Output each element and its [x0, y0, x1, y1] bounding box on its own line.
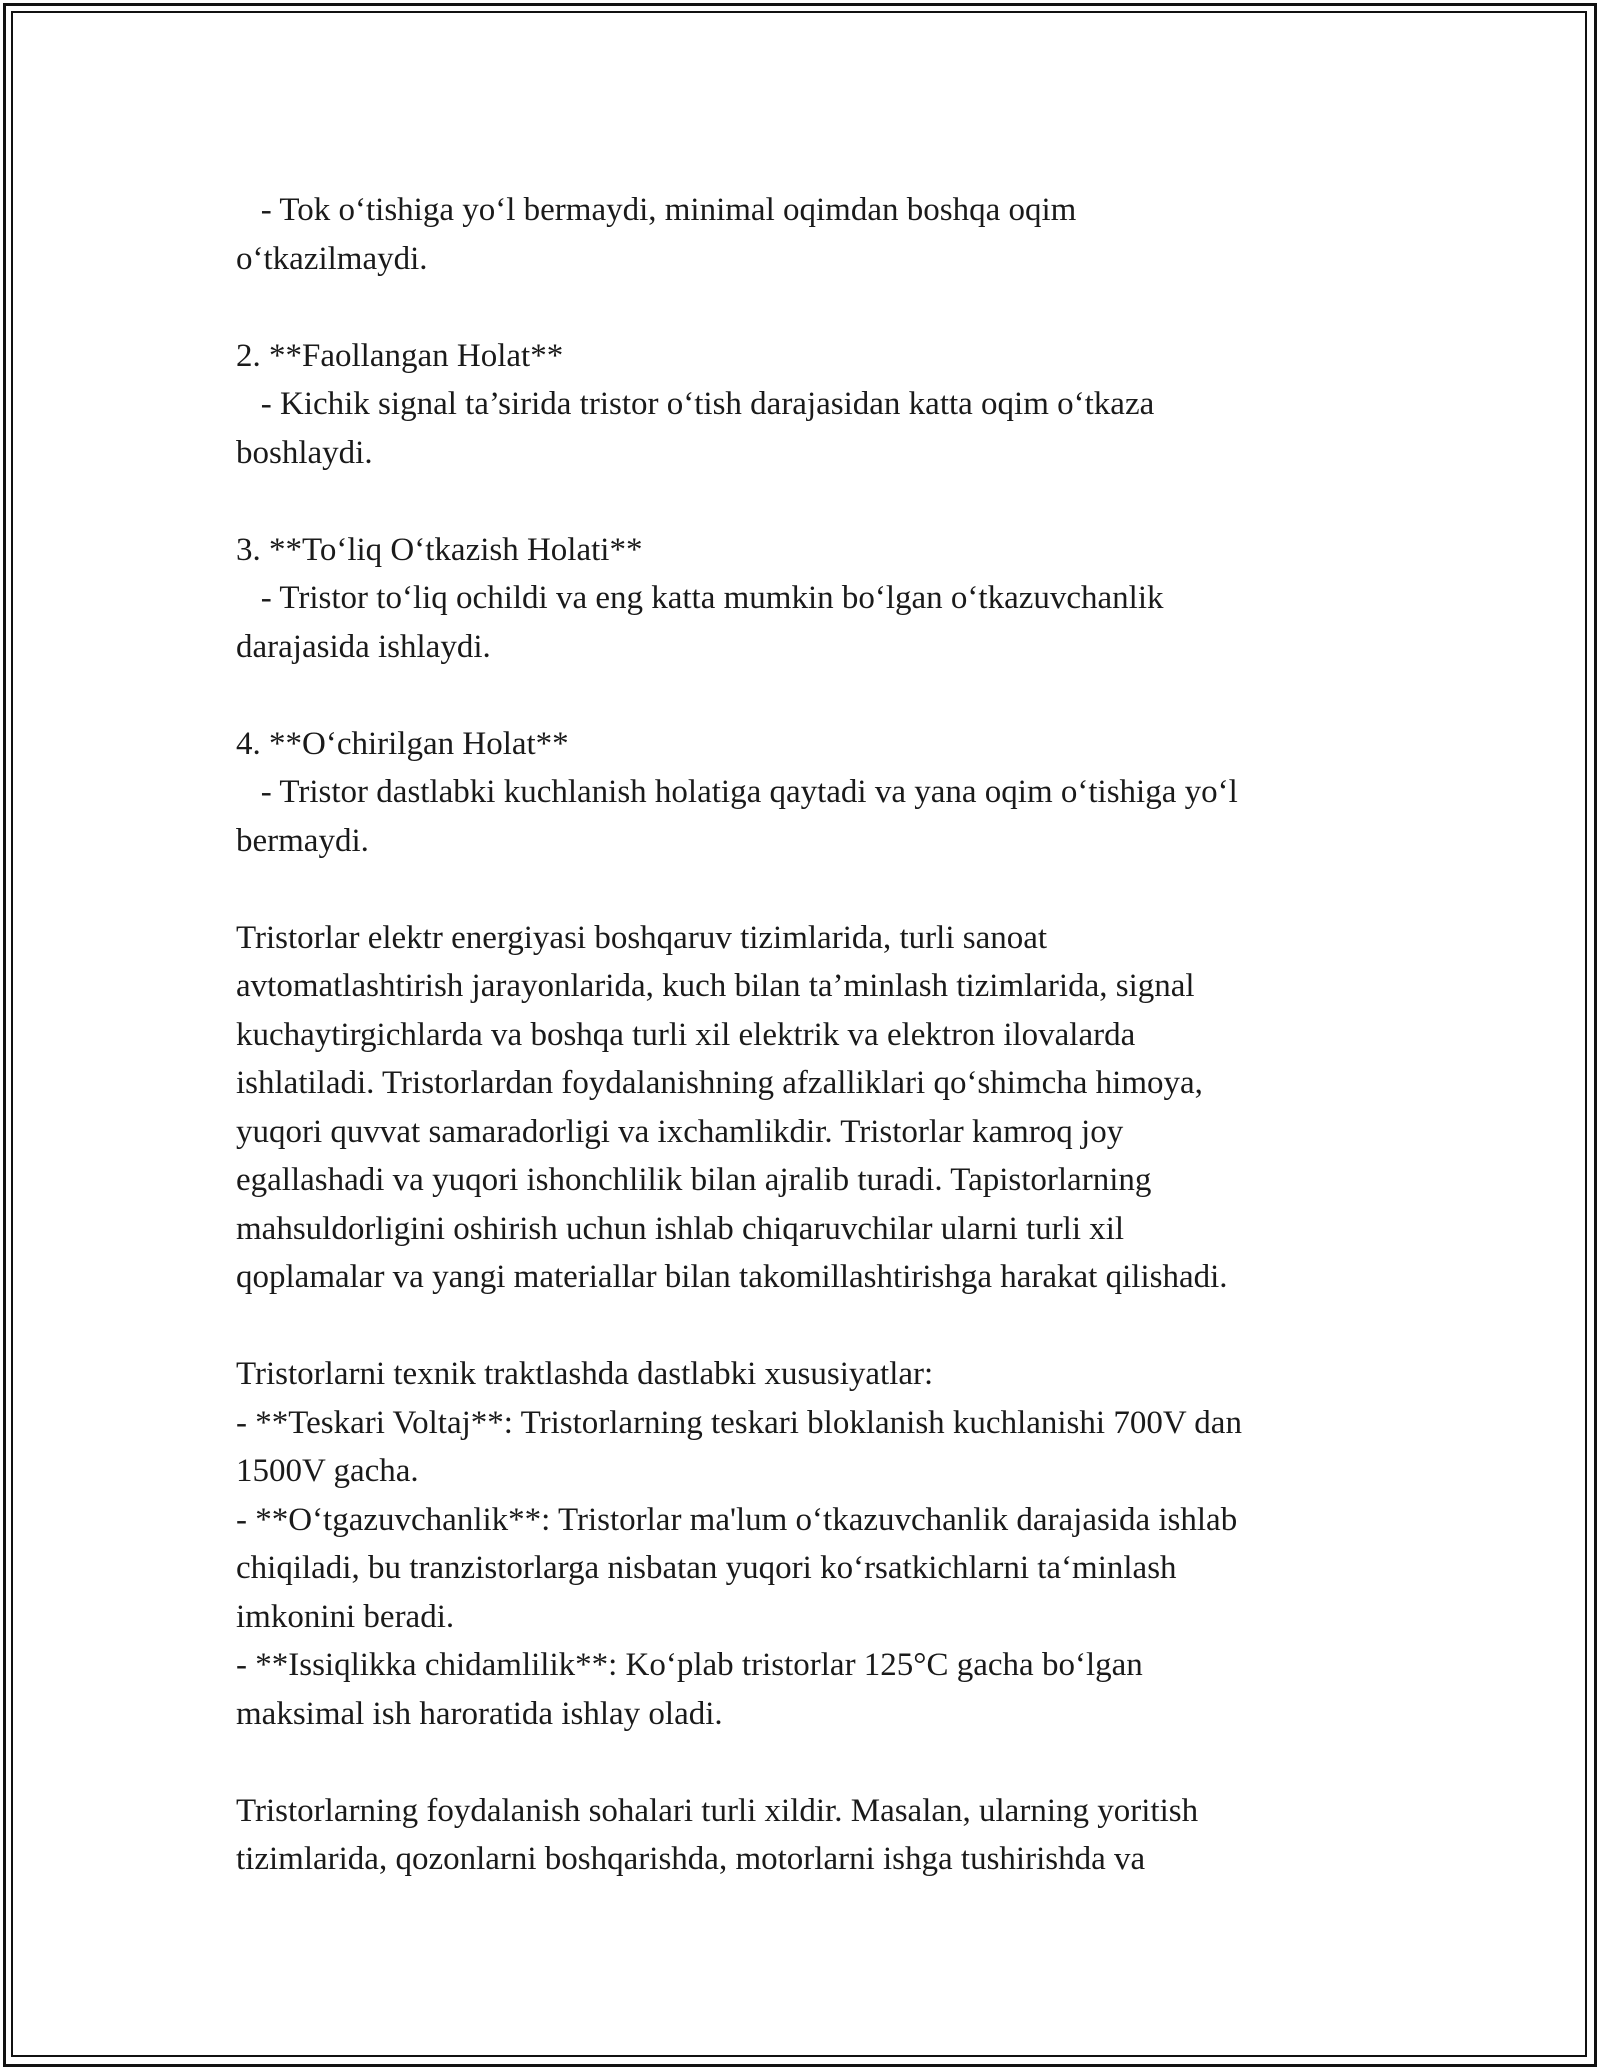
- bullet-line: maksimal ish haroratida ishlay oladi.: [236, 1695, 723, 1732]
- bullet-line: - **Teskari Voltaj**: Tristorlarning teskari bloklanish kuchlanishi 700V dan: [236, 1404, 1242, 1441]
- text-line: bermaydi.: [236, 822, 369, 859]
- blank-line: [236, 865, 1386, 914]
- list-heading: 2. **Faollangan Holat**: [236, 337, 564, 374]
- text-line: - Tristor dastlabki kuchlanish holatiga qaytadi va yana oqim o‘tishiga yo‘l: [236, 774, 1238, 810]
- text-line: - Tok o‘tishiga yo‘l bermaydi, minimal oqimdan boshqa oqim: [236, 192, 1077, 228]
- paragraph-line: Tristorlarni texnik traktlashda dastlabki xususiyatlar:: [236, 1356, 934, 1392]
- list-heading: 4. **O‘chirilgan Holat**: [236, 725, 569, 762]
- paragraph-line: egallashadi va yuqori ishonchlilik bilan ajralib turadi. Tapistorlarning: [236, 1162, 1152, 1198]
- blank-line: [236, 671, 1386, 720]
- paragraph-line: avtomatlashtirish jarayonlarida, kuch bilan ta’minlash tizimlarida, signal: [236, 968, 1195, 1004]
- blank-line: [236, 283, 1386, 332]
- paragraph-line: mahsuldorligini oshirish uchun ishlab chiqaruvchilar ularni turli xil: [236, 1210, 1125, 1247]
- paragraph-line: Tristorlarning foydalanish sohalari turli xildir. Masalan, ularning yoritish: [236, 1792, 1199, 1829]
- blank-line: [236, 477, 1386, 526]
- text-line: o‘tkazilmaydi.: [236, 240, 428, 277]
- text-line: - Kichik signal ta’sirida tristor o‘tish darajasidan katta oqim o‘tkaza: [236, 386, 1155, 422]
- text-line: boshlaydi.: [236, 434, 373, 471]
- blank-line: [236, 1302, 1386, 1351]
- bullet-line: imkonini beradi.: [236, 1598, 455, 1635]
- text-line: darajasida ishlaydi.: [236, 628, 491, 665]
- bullet-line: - **O‘tgazuvchanlik**: Tristorlar ma'lum o‘tkazuvchanlik darajasida ishlab: [236, 1501, 1238, 1538]
- bullet-line: 1500V gacha.: [236, 1453, 419, 1489]
- paragraph-line: qoplamalar va yangi materiallar bilan takomillashtirishga harakat qilishadi.: [236, 1259, 1228, 1295]
- blank-line: [236, 1738, 1386, 1787]
- bullet-line: chiqiladi, bu tranzistorlarga nisbatan yuqori ko‘rsatkichlarni ta‘minlash: [236, 1550, 1177, 1586]
- bullet-line: - **Issiqlikka chidamlilik**: Ko‘plab tristorlar 125°C gacha bo‘lgan: [236, 1647, 1143, 1683]
- list-heading: 3. **To‘liq O‘tkazish Holati**: [236, 531, 643, 568]
- paragraph-line: ishlatiladi. Tristorlardan foydalanishning afzalliklari qo‘shimcha himoya,: [236, 1065, 1203, 1101]
- paragraph-line: yuqori quvvat samaradorligi va ixchamlikdir. Tristorlar kamroq joy: [236, 1113, 1124, 1150]
- text-line: - Tristor to‘liq ochildi va eng katta mumkin bo‘lgan o‘tkazuvchanlik: [236, 580, 1164, 616]
- document-body: [236, 186, 1386, 1884]
- paragraph-line: Tristorlar elektr energiyasi boshqaruv tizimlarida, turli sanoat: [236, 919, 1048, 956]
- paragraph-line: kuchaytirgichlarda va boshqa turli xil elektrik va elektron ilovalarda: [236, 1016, 1136, 1053]
- paragraph-line: tizimlarida, qozonlarni boshqarishda, motorlarni ishga tushirishda va: [236, 1841, 1146, 1877]
